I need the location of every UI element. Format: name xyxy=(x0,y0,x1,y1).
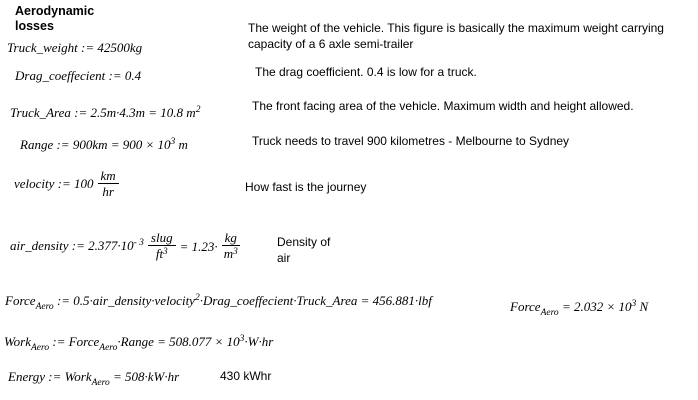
math-region-drag-coeffecient[interactable] xyxy=(15,68,141,83)
denominator-exponent: 3 xyxy=(163,246,168,256)
force-expression-tail: ·Drag_coeffecient·Truck_Area = 456.881·lbf xyxy=(199,293,432,308)
air-density-result: = 1.23· xyxy=(179,239,218,254)
math-region-energy[interactable] xyxy=(8,369,179,387)
air-density-exponent: - 3 xyxy=(133,237,144,248)
range-unit: m xyxy=(175,137,188,152)
result-exponent: 3 xyxy=(239,334,245,344)
work-expression: := Force xyxy=(49,334,100,349)
fraction-numerator: kg xyxy=(222,231,240,246)
result-unit: N xyxy=(636,299,649,314)
math-region-work-aero[interactable] xyxy=(4,334,273,352)
velocity-unit-fraction xyxy=(98,169,119,198)
fraction-numerator: slug xyxy=(148,231,176,246)
drag-expression: Drag_coeffecient := 0.4 xyxy=(15,68,142,83)
work-subscript: Aero xyxy=(91,378,110,388)
note-truck-area: The front facing area of the vehicle. Maximum width and height allowed. xyxy=(252,99,634,113)
work-name: Work xyxy=(4,334,31,349)
range-expression: Range := 900km = 900 × 10 xyxy=(20,137,171,152)
kg-per-cubic-metre-fraction xyxy=(222,231,240,262)
force-expression: := 0.5·air_density·velocity xyxy=(53,293,195,308)
denominator-exponent: 3 xyxy=(233,246,238,256)
velocity-exponent: 2 xyxy=(194,293,200,303)
fraction-numerator: km xyxy=(98,169,119,184)
note-truck-weight: The weight of the vehicle. This figure is basically the maximum weight carrying capacity of a 6 axle semi-trailer xyxy=(248,21,664,51)
truck-area-exponent: 2 xyxy=(195,105,201,115)
math-region-truck-weight[interactable] xyxy=(7,40,142,55)
math-region-velocity[interactable] xyxy=(14,169,119,198)
range-exponent: 3 xyxy=(170,137,176,147)
note-drag-coefficient: The drag coefficient. 0.4 is low for a truck. xyxy=(255,65,477,79)
note-velocity: How fast is the journey xyxy=(245,180,367,194)
force-subscript: Aero xyxy=(99,343,118,353)
energy-result: = 508·kW·hr xyxy=(109,369,180,384)
force-subscript: Aero xyxy=(540,308,559,318)
fraction-denominator xyxy=(224,246,238,262)
fraction-denominator: hr xyxy=(102,184,114,199)
result-exponent: 3 xyxy=(631,299,637,309)
slug-per-cubic-foot-fraction xyxy=(148,231,176,262)
math-region-truck-area[interactable] xyxy=(10,105,200,123)
energy-expression: Energy := Work xyxy=(8,369,92,384)
result-unit: ·W·hr xyxy=(244,334,274,349)
air-density-expression: air_density := 2.377·10 xyxy=(10,237,134,253)
math-region-force-aero[interactable] xyxy=(5,293,432,311)
note-air-density: Density of air xyxy=(277,235,331,265)
math-region-range[interactable] xyxy=(20,137,188,155)
velocity-expression: velocity := 100 xyxy=(14,176,94,191)
force-subscript: Aero xyxy=(35,302,54,312)
denominator-unit: m xyxy=(223,246,234,261)
math-region-force-aero-result[interactable] xyxy=(510,299,648,317)
force-name: Force xyxy=(5,293,36,308)
air-density-lead xyxy=(10,238,144,256)
truck-area-expression: Truck_Area := 2.5m·4.3m = 10.8 m xyxy=(10,105,196,120)
work-subscript: Aero xyxy=(30,343,50,353)
force-name: Force xyxy=(510,299,541,314)
force-result-value: = 2.032 × 10 xyxy=(558,299,632,314)
note-range: Truck needs to travel 900 kilometres - Melbourne to Sydney xyxy=(252,134,570,148)
fraction-denominator xyxy=(156,246,168,262)
math-region-air-density[interactable] xyxy=(10,231,240,262)
note-energy: 430 kWhr xyxy=(220,369,272,383)
work-expression-tail: ·Range = 508.077 × 10 xyxy=(117,334,240,349)
truck-weight-expression: Truck_weight := 42500kg xyxy=(7,40,143,55)
section-title: Aerodynamic losses xyxy=(15,4,95,33)
denominator-unit: ft xyxy=(155,246,164,261)
